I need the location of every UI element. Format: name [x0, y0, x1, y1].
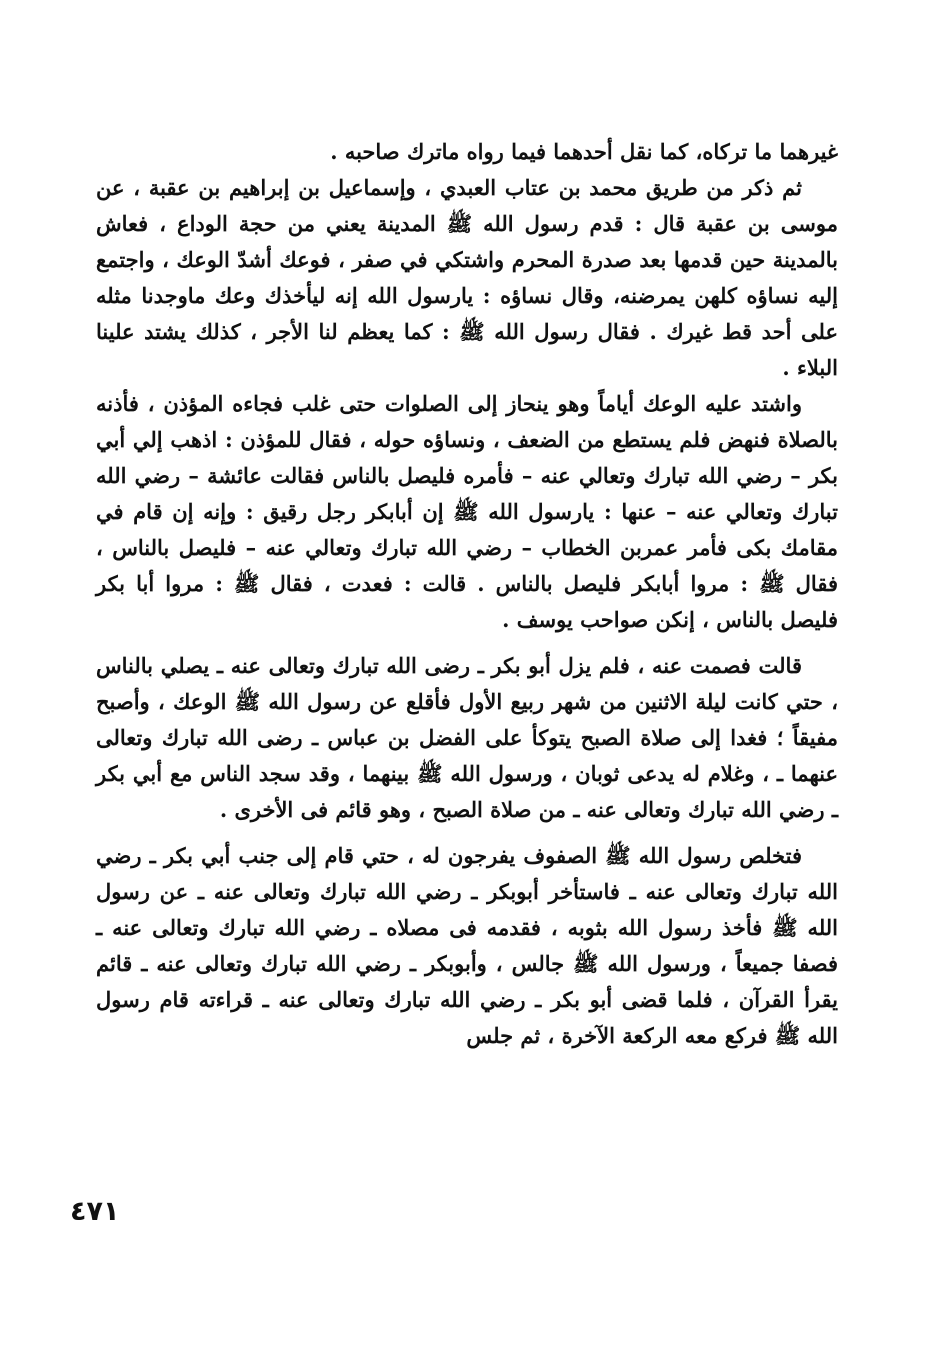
paragraph-5: فتخلص رسول الله ﷺ الصفوف يفرجون له ، حتي قام إلى جنب أبي بكر ـ رضي الله تبارك وتعالى عنه ـ فاستأخر أبوبكر ـ رضي الله تبارك وتعالى عنه ـ عن رسول الله ﷺ فأخذ رسول الله بثوبه ، فقدمه فى مصلاه ـ رضي الله تبارك وتعالى عنه ـ فصفا جميعاً ، ورسول الله ﷺ جالس ، وأبوبكر ـ رضي الله تبارك وتعالى عنه ـ قائم يقرأ القرآن ، فلما قضى أبو بكر ـ رضي الله تبارك وتعالى عنه ـ قراءته قام رسول الله ﷺ فركع معه الركعة الآخرة ، ثم جلس: [96, 843, 838, 1048]
page-number: ٤٧١: [70, 1196, 120, 1227]
paragraph-2: ثم ذكر من طريق محمد بن عتاب العبدي ، وإسماعيل بن إبراهيم بن عقبة ، عن موسى بن عقبة قال : قدم رسول الله ﷺ المدينة يعني من حجة الوداع ، فعاش بالمدينة حين قدمها بعد صدرة المحرم واشتكي في صفر ، فوعك أشدّ الوعك ، واجتمع إليه نساؤه كلهن يمرضنه، وقال نساؤه : يارسول الله إنه ليأخذك وعك ماوجدنا مثله على أحد قط غيرك . فقال رسول الله ﷺ : كما يعظم لنا الأجر ، كذلك يشتد علينا البلاء .: [96, 175, 838, 380]
paragraph-4: قالت فصمت عنه ، فلم يزل أبو بكر ـ رضى الله تبارك وتعالى عنه ـ يصلي بالناس ، حتي كانت ليلة الاثنين من شهر ربيع الأول فأقلع عن رسول الله ﷺ الوعك ، وأصبح مفيقاً ؛ فغدا إلى صلاة الصبح يتوكأ على الفضل بن عباس ـ رضى الله تبارك وتعالى عنهما ـ ، وغلام له يدعى ثوبان ، ورسول الله ﷺ بينهما ، وقد سجد الناس مع أبي بكر ـ رضي الله تبارك وتعالى عنه ـ من صلاة الصبح ، وهو قائم فى الأخرى .: [96, 653, 838, 822]
page-body: [96, 134, 838, 1234]
paragraph-3: واشتد عليه الوعك أياماً وهو ينحاز إلى الصلوات حتى غلب فجاءه المؤذن ، فأذنه بالصلاة فنهض فلم يستطع من الضعف ، ونساؤه حوله ، فقال للمؤذن : اذهب إلي أبي بكر – رضي الله تبارك وتعالي عنه – فأمره فليصل بالناس فقالت عائشة – رضي الله تبارك وتعالي عنه – عنها : يارسول الله ﷺ إن أبابكر رجل رقيق : وإنه إن قام في مقامك بكى فأمر عمربن الخطاب – رضي الله تبارك وتعالي عنه – فليصل بالناس ، فقال ﷺ : مروا أبابكر فليصل بالناس . قالت : فعدت ، فقال ﷺ : مروا أبا بكر فليصل بالناس ، إنكن صواحب يوسف .: [96, 391, 838, 632]
paragraph-1: غيرهما ما تركاه، كما نقل أحدهما فيما رواه ماترك صاحبه .: [330, 139, 838, 164]
